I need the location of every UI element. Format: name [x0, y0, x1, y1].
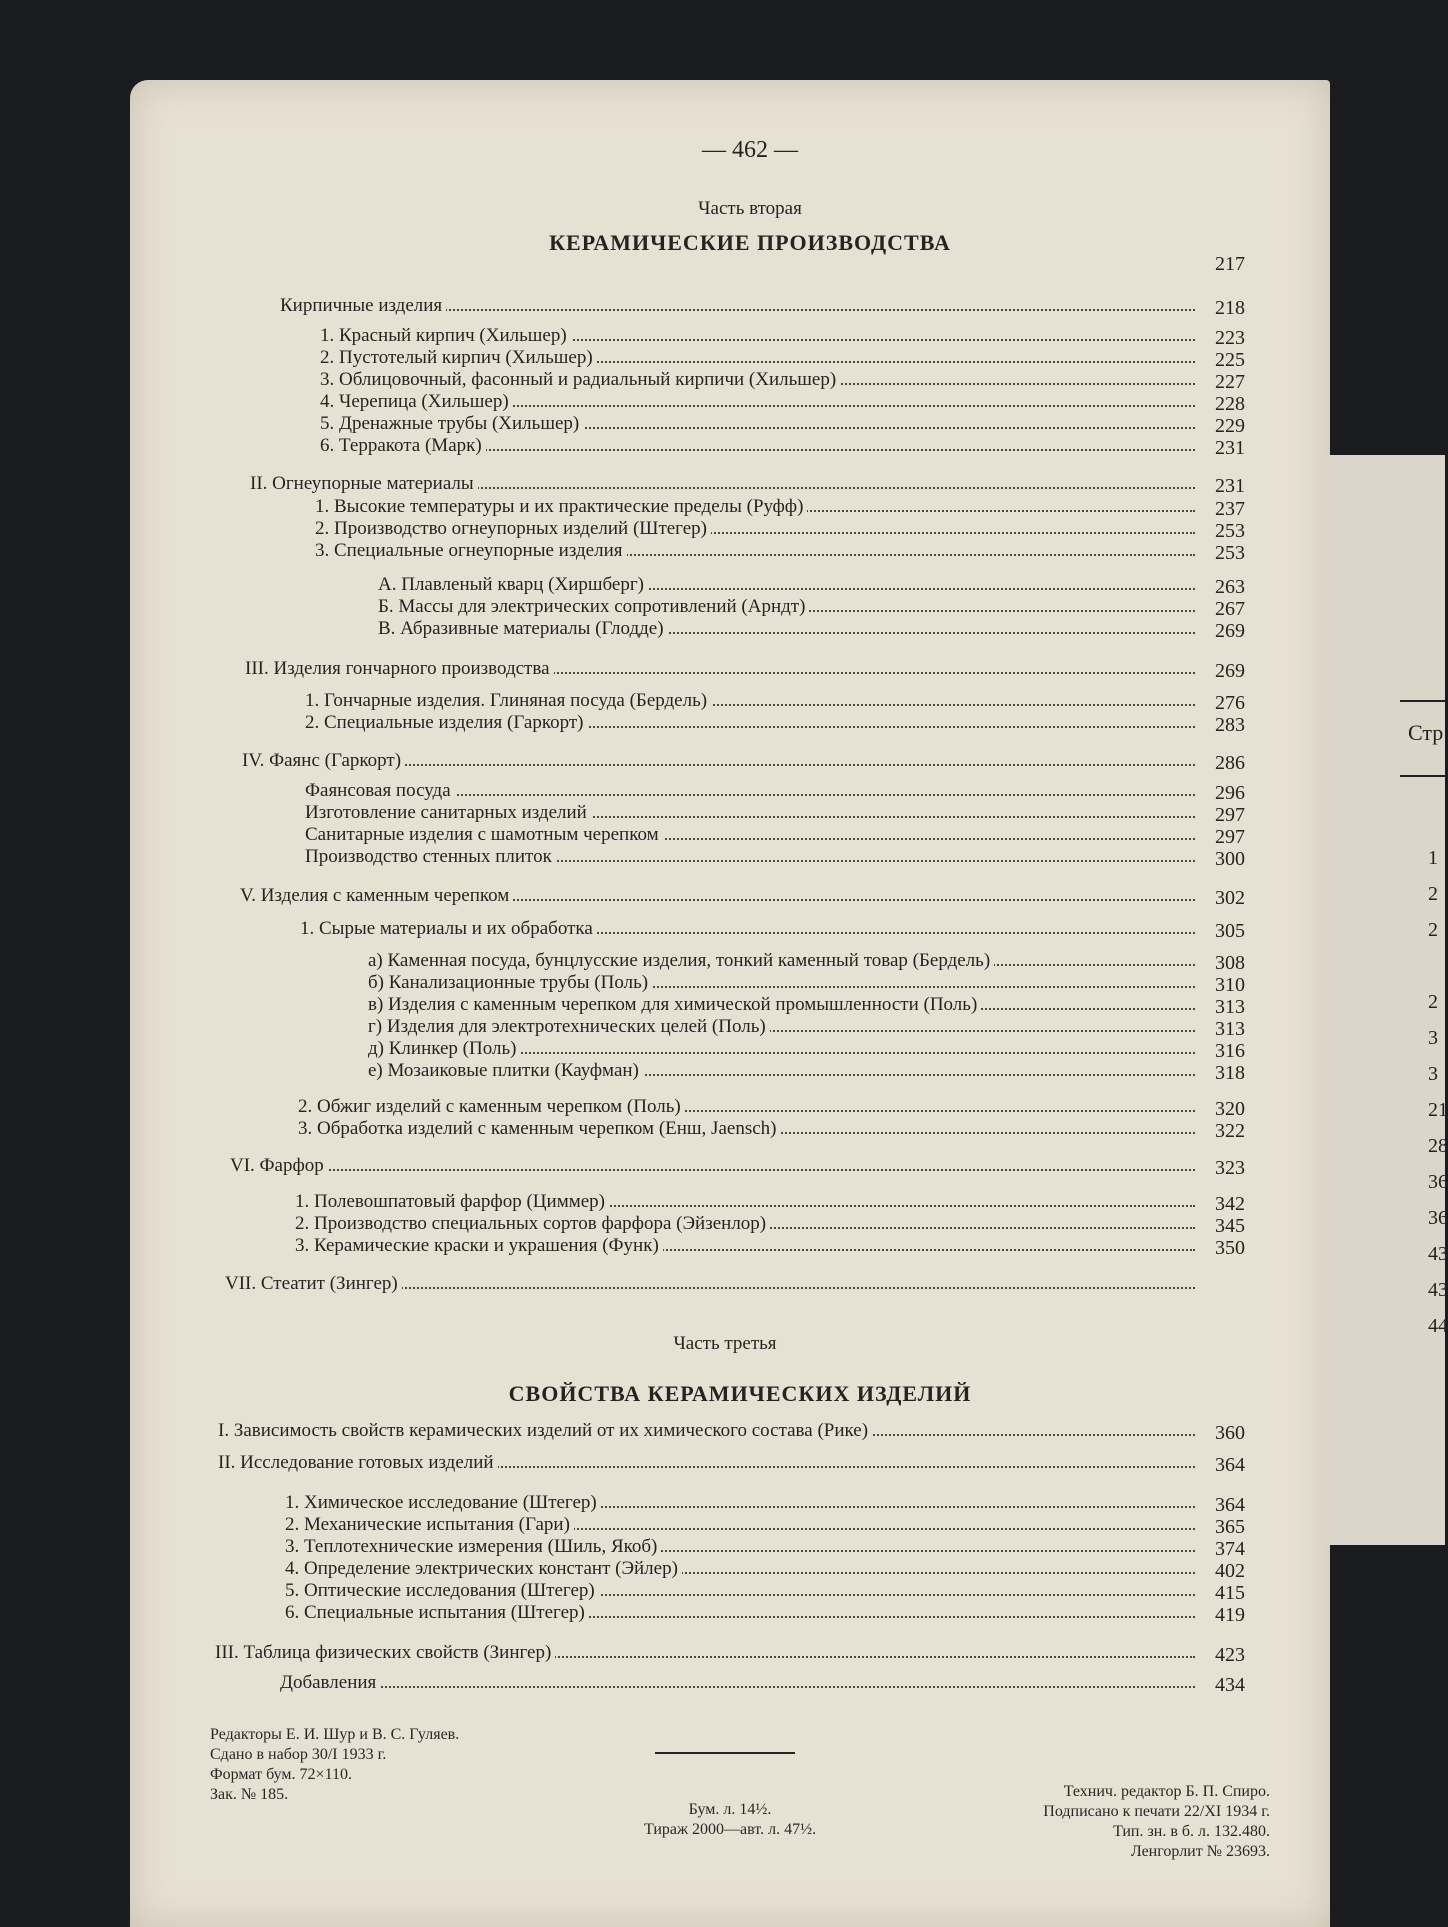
toc-entry [368, 1038, 1195, 1060]
toc-entry-title: 5. Дренажные трубы (Хильшер) [320, 413, 583, 434]
toc-entry [280, 295, 1195, 317]
toc3-entry [285, 1492, 1195, 1514]
toc-entry-title: в) Изделия с каменным черепком для химической промышленности (Поль) [368, 994, 981, 1015]
toc-entry [378, 596, 1195, 618]
part3-label: Часть третья [673, 1333, 777, 1354]
toc-entry [320, 435, 1195, 457]
toc-entry-page: 296 [1215, 782, 1245, 804]
toc-entry-page: 300 [1215, 848, 1245, 870]
toc3-entry-title: 5. Оптические исследования (Штегер) [285, 1580, 599, 1601]
toc-entry-title: 4. Черепица (Хильшер) [320, 391, 513, 412]
toc-entry [250, 473, 1195, 495]
toc-entry-page: 310 [1215, 974, 1245, 996]
toc-entry-page: 345 [1215, 1215, 1245, 1237]
side-page-number: 21 [1428, 1099, 1448, 1121]
toc-entry-page: 229 [1215, 415, 1245, 437]
toc-entry-title: 1. Высокие температуры и их практические пределы (Руфф) [315, 496, 807, 517]
toc-entry-page: 286 [1215, 752, 1245, 774]
toc-entry [305, 824, 1195, 846]
toc3-entry-title: 2. Механические испытания (Гари) [285, 1514, 574, 1535]
toc-entry [315, 540, 1195, 562]
toc3-entry [218, 1420, 1195, 1442]
toc-entry-page: 237 [1215, 498, 1245, 520]
toc-entry [320, 347, 1195, 369]
toc3-entry-title: I. Зависимость свойств керамических изделий от их химического состава (Рике) [218, 1420, 872, 1441]
toc-entry-title: IV. Фаянс (Гаркорт) [242, 750, 405, 771]
toc-entry-page: 253 [1215, 520, 1245, 542]
toc-entry-title: д) Клинкер (Поль) [368, 1038, 520, 1059]
toc-entry-title: Изготовление санитарных изделий [305, 802, 591, 823]
toc-entry-page: 302 [1215, 887, 1245, 909]
toc-entry [378, 574, 1195, 596]
toc-entry [225, 1273, 1195, 1295]
toc3-entry-title: 6. Специальные испытания (Штегер) [285, 1602, 589, 1623]
side-page-number: 2 [1428, 919, 1438, 941]
toc-entry-page: 269 [1215, 620, 1245, 642]
toc-entry [245, 658, 1195, 680]
side-page-number [1428, 948, 1448, 984]
side-page-numbers [1428, 840, 1448, 1344]
toc-entry-title: А. Плавленый кварц (Хиршберг) [378, 574, 648, 595]
toc3-entry-title: 4. Определение электрических констант (Эйлер) [285, 1558, 682, 1579]
toc3-entry [280, 1672, 1195, 1694]
toc-entry-title: V. Изделия с каменным черепком [240, 885, 513, 906]
toc-entry [320, 413, 1195, 435]
footer-editors: Редакторы Е. И. Шур и В. С. Гуляев. [210, 1726, 460, 1743]
toc3-entry [285, 1602, 1195, 1624]
toc-entry-page: 269 [1215, 660, 1245, 682]
toc3-entry-page: 402 [1215, 1560, 1245, 1582]
toc3-entry-title: II. Исследование готовых изделий [218, 1452, 498, 1473]
toc-entry-title: VII. Стеатит (Зингер) [225, 1273, 402, 1294]
toc-entry-title: 1. Красный кирпич (Хильшер) [320, 325, 571, 346]
toc-entry-title: 3. Керамические краски и украшения (Функ) [295, 1235, 663, 1256]
side-page-number: 43 [1428, 1243, 1448, 1265]
side-page-number: 43 [1428, 1279, 1448, 1301]
toc-entry [305, 690, 1195, 712]
toc-entry-title: 2. Специальные изделия (Гаркорт) [305, 712, 587, 733]
side-page-number: 3 [1428, 1063, 1438, 1085]
toc3-entry [215, 1642, 1195, 1664]
toc-entry-page: 253 [1215, 542, 1245, 564]
toc-entry-title: б) Канализационные трубы (Поль) [368, 972, 652, 993]
side-header: Стр [1408, 720, 1444, 745]
toc-entry-title: г) Изделия для электротехнических целей (Поль) [368, 1016, 770, 1037]
footer-rule [655, 1752, 795, 1754]
toc-entry-title: 1. Гончарные изделия. Глиняная посуда (Бердель) [305, 690, 711, 711]
toc-entry [295, 1235, 1195, 1257]
toc-entry [378, 618, 1195, 640]
footer-tech-editor: Технич. редактор Б. П. Спиро. [1063, 1783, 1270, 1800]
footer-order: Зак. № 185. [210, 1786, 289, 1803]
toc-entry-title: Б. Массы для электрических сопротивлений (Арндт) [378, 596, 809, 617]
footer-left [210, 1725, 459, 1805]
toc-entry-title: II. Огнеупорные материалы [250, 473, 478, 494]
toc3-entry-page: 374 [1215, 1538, 1245, 1560]
toc-entry-page: 305 [1215, 920, 1245, 942]
footer-sheets: Бум. л. 14½. [688, 1801, 772, 1818]
toc-entry-page: 320 [1215, 1098, 1245, 1120]
toc-entry [298, 1096, 1195, 1118]
toc-entry-page: 350 [1215, 1237, 1245, 1259]
toc-entry [368, 994, 1195, 1016]
toc-entry [295, 1191, 1195, 1213]
toc-entry-page: 276 [1215, 692, 1245, 714]
toc-entry [298, 1118, 1195, 1140]
toc3-entry-page: 434 [1215, 1674, 1245, 1696]
toc-entry-title: 1. Полевошпатовый фарфор (Циммер) [295, 1191, 609, 1212]
footer-center [600, 1800, 860, 1840]
toc-entry-page: 225 [1215, 349, 1245, 371]
toc3-entry-page: 360 [1215, 1422, 1245, 1444]
side-page-number: 3 [1428, 1027, 1438, 1049]
toc-entry-page: 228 [1215, 393, 1245, 415]
toc3-entry [285, 1536, 1195, 1558]
toc-entry-page: 263 [1215, 576, 1245, 598]
toc3-entry-page: 364 [1215, 1494, 1245, 1516]
footer-format: Формат бум. 72×110. [210, 1766, 352, 1783]
toc-entry-page: 267 [1215, 598, 1245, 620]
toc-entry-title: III. Изделия гончарного производства [245, 658, 554, 679]
part2-label: Часть вторая [698, 198, 802, 219]
footer-lengorlit: Ленгорлит № 23693. [1130, 1843, 1270, 1860]
toc-entry-page: 231 [1215, 475, 1245, 497]
side-page-number: 36 [1428, 1171, 1448, 1193]
toc-entry [320, 369, 1195, 391]
toc-entry [320, 325, 1195, 347]
toc3-entry-page: 415 [1215, 1582, 1245, 1604]
toc-entry-page: 313 [1215, 996, 1245, 1018]
toc-entry [305, 780, 1195, 802]
toc-entry [368, 1016, 1195, 1038]
toc3-entry [218, 1452, 1195, 1474]
toc-entry-page: 313 [1215, 1018, 1245, 1040]
toc3-entry [285, 1514, 1195, 1536]
toc-entry-title: В. Абразивные материалы (Глодде) [378, 618, 668, 639]
toc-entry-title: 2. Производство огнеупорных изделий (Штегер) [315, 518, 711, 539]
toc-entry [300, 918, 1195, 940]
footer-signed: Подписано к печати 22/XI 1934 г. [1043, 1803, 1270, 1820]
toc-entry-title: е) Мозаиковые плитки (Кауфман) [368, 1060, 643, 1081]
side-page-number: 2 [1428, 991, 1438, 1013]
toc-entry-page: 342 [1215, 1193, 1245, 1215]
footer-print-run: Тираж 2000—авт. л. 47½. [643, 1821, 817, 1838]
footer-signs: Тип. зн. в б. л. 132.480. [1112, 1823, 1270, 1840]
toc3-entry-page: 365 [1215, 1516, 1245, 1538]
toc-entry-page: 297 [1215, 826, 1245, 848]
side-page-number: 44 [1428, 1315, 1448, 1337]
toc-entry-page: 223 [1215, 327, 1245, 349]
part2-page: 217 [1215, 253, 1245, 275]
toc-entry [368, 972, 1195, 994]
toc-entry [368, 1060, 1195, 1082]
side-page-number: 36 [1428, 1207, 1448, 1229]
toc-entry-title: 2. Обжиг изделий с каменным черепком (Поль) [298, 1096, 685, 1117]
part2-title: КЕРАМИЧЕСКИЕ ПРОИЗВОДСТВА [549, 230, 951, 255]
toc-entry-page: 218 [1215, 297, 1245, 319]
toc-entry [305, 712, 1195, 734]
toc-entry [295, 1213, 1195, 1235]
toc-entry-title: Производство стенных плиток [305, 846, 556, 867]
toc-entry-page: 283 [1215, 714, 1245, 736]
toc3-entry [285, 1558, 1195, 1580]
adjacent-page-edge [1320, 455, 1445, 1545]
toc-entry [242, 750, 1195, 772]
side-page-number: 28 [1428, 1135, 1448, 1157]
toc-entry-title: 3. Специальные огнеупорные изделия [315, 540, 627, 561]
toc-entry [305, 846, 1195, 868]
toc3-entry-page: 419 [1215, 1604, 1245, 1626]
toc3-entry-title: 3. Теплотехнические измерения (Шиль, Якоб) [285, 1536, 661, 1557]
toc-entry-title: 2. Производство специальных сортов фарфора (Эйзенлор) [295, 1213, 770, 1234]
toc3-entry-page: 364 [1215, 1454, 1245, 1476]
toc-entry-title: 2. Пустотелый кирпич (Хильшер) [320, 347, 597, 368]
toc-entry-title: Кирпичные изделия [280, 295, 446, 316]
toc-entry-title: 1. Сырые материалы и их обработка [300, 918, 597, 939]
toc3-entry-title: 1. Химическое исследование (Штегер) [285, 1492, 601, 1513]
toc-entry-page: 316 [1215, 1040, 1245, 1062]
toc-entry [320, 391, 1195, 413]
toc3-entry-page: 423 [1215, 1644, 1245, 1666]
page-number: — 462 — [702, 137, 798, 163]
toc-entry [315, 518, 1195, 540]
toc3-entry [285, 1580, 1195, 1602]
toc-entry-title: 3. Облицовочный, фасонный и радиальный кирпичи (Хильшер) [320, 369, 840, 390]
toc-entry-title: 3. Обработка изделий с каменным черепком (Енш, Jaensch) [298, 1118, 780, 1139]
toc-entry-page: 318 [1215, 1062, 1245, 1084]
footer-right [940, 1782, 1270, 1862]
part3-title: СВОЙСТВА КЕРАМИЧЕСКИХ ИЗДЕЛИЙ [508, 1381, 972, 1406]
toc3-entry-title: Добавления [280, 1672, 380, 1693]
toc-entry [240, 885, 1195, 907]
toc-entry-page: 231 [1215, 437, 1245, 459]
toc3-entry-title: III. Таблица физических свойств (Зингер) [215, 1642, 555, 1663]
toc-entry-title: Санитарные изделия с шамотным черепком [305, 824, 663, 845]
side-rule-bottom [1400, 775, 1445, 777]
side-page-number: 2 [1428, 883, 1438, 905]
side-page-number: 1 [1428, 847, 1438, 869]
toc-entry [305, 802, 1195, 824]
toc-entry-title: а) Каменная посуда, бунцлусские изделия, тонкий каменный товар (Бердель) [368, 950, 994, 971]
toc-entry-page: 322 [1215, 1120, 1245, 1142]
toc-entry-page: 308 [1215, 952, 1245, 974]
side-rule-top [1400, 700, 1445, 702]
footer-typeset: Сдано в набор 30/I 1933 г. [210, 1746, 387, 1763]
toc-entry [315, 496, 1195, 518]
toc-entry-page: 227 [1215, 371, 1245, 393]
toc-entry [368, 950, 1195, 972]
toc-entry [230, 1155, 1195, 1177]
toc-entry-title: 6. Терракота (Марк) [320, 435, 486, 456]
toc-entry-title: Фаянсовая посуда [305, 780, 455, 801]
toc-entry-page: 323 [1215, 1157, 1245, 1179]
toc-entry-page: 297 [1215, 804, 1245, 826]
toc-entry-title: VI. Фарфор [230, 1155, 328, 1176]
